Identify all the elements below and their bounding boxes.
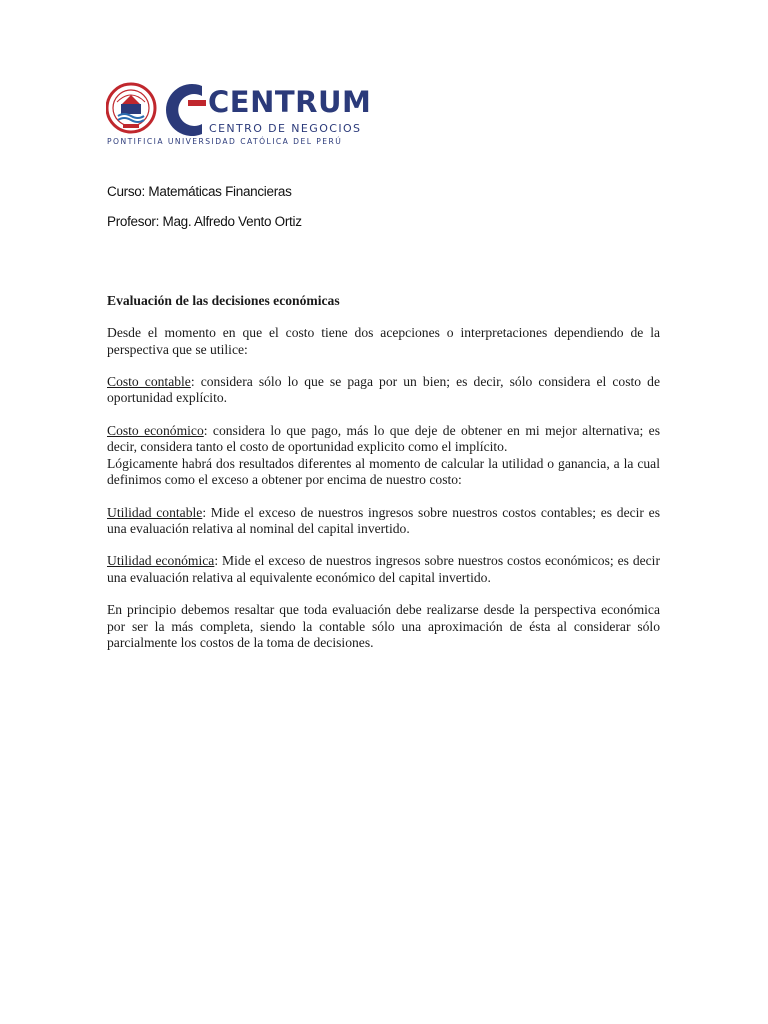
costo-contable-text: : considera sólo lo que se paga por un bien; es decir, sólo considera el costo de oportunidad explícito.: [107, 374, 660, 406]
costo-economico-text: : considera lo que pago, más lo que deje de obtener en mi mejor alternativa; es decir, considera tanto el costo de oportunidad explicito como el implícito.: [107, 423, 661, 455]
intro-paragraph: Desde el momento en que el costo tiene dos acepciones o interpretaciones dependiendo de la perspectiva que se utilice:: [107, 325, 660, 357]
utilidad-contable-text: : Mide el exceso de nuestros ingresos sobre nuestros costos contables; es decir es una evaluación relativa al nominal del capital invertido.: [107, 504, 660, 536]
brand-name: CENTRUM: [208, 85, 372, 119]
utilidad-economica-paragraph: [107, 553, 660, 586]
document-body: [107, 293, 660, 651]
conclusion-paragraph: En principio debemos resaltar que toda evaluación debe realizarse desde la perspectiva económica por ser la más completa, siendo la contable sólo una aproximación de ésta al considerar sólo parcialmente los costos de la toma de decisiones.: [107, 602, 660, 650]
costo-contable-paragraph: [107, 374, 660, 407]
utilidad-contable-paragraph: [107, 505, 660, 538]
brand-subtitle: CENTRO DE NEGOCIOS: [209, 122, 362, 135]
utilidad-contable-term: Utilidad contable: [107, 504, 203, 520]
costo-economico-term: Costo económico: [107, 423, 204, 439]
utilidad-economica-term: Utilidad económica: [107, 553, 215, 569]
centrum-logo: [106, 80, 376, 152]
costo-economico-paragraph: [107, 423, 660, 456]
university-name: PONTIFICIA UNIVERSIDAD CATÓLICA DEL PERÚ: [107, 137, 343, 146]
utilidad-economica-text: : Mide el exceso de nuestros ingresos sobre nuestros costos económicos; es decir una evaluación relativa al equivalente económico del capital invertido.: [107, 553, 660, 585]
course-line: Curso: Matemáticas Financieras: [107, 184, 292, 199]
logicamente-paragraph: Lógicamente habrá dos resultados diferentes al momento de calcular la utilidad o ganancia, a la cual definimos como el exceso a obtener por encima de nuestro costo:: [107, 455, 660, 487]
section-title: Evaluación de las decisiones económicas: [107, 293, 340, 308]
professor-line: Profesor: Mag. Alfredo Vento Ortiz: [107, 214, 302, 229]
costo-contable-term: Costo contable: [107, 374, 191, 390]
pucp-seal-and-c-mark-icon: [106, 80, 206, 136]
